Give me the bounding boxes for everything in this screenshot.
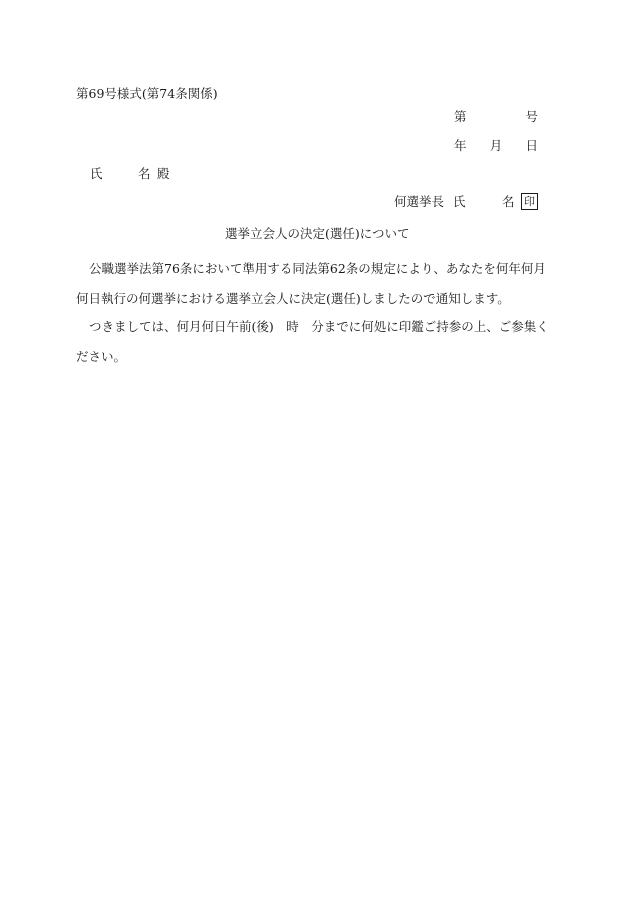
addressee-shi: 氏 (90, 166, 103, 181)
sender-mei: 名 (502, 193, 515, 209)
seal-mark: 印 (521, 193, 538, 210)
document-date (454, 138, 538, 154)
document-number (454, 109, 538, 125)
body-paragraph-1: 公職選挙法第76条において準用する同法第62条の規定により、あなたを何年何月何日執行の何選挙における選挙立会人に決定(選任)しましたので通知します。 (76, 261, 546, 306)
date-year: 年 (454, 138, 467, 153)
date-day: 日 (525, 138, 538, 153)
addressee-mei: 名 (138, 166, 151, 181)
addressee-dono: 殿 (157, 166, 170, 181)
body-paragraph-2: つきましては、何月何日午前(後) 時 分までに何処に印鑑ご持参の上、ご参集ください。 (76, 319, 549, 364)
form-number: 第69号様式(第74条関係) (76, 86, 218, 101)
sender-title: 何選挙長 (394, 193, 445, 209)
document-title: 選挙立会人の決定(選任)について (225, 226, 410, 241)
sender-shi: 氏 (453, 193, 466, 209)
addressee (90, 166, 170, 182)
doc-number-prefix: 第 (454, 109, 467, 124)
date-month: 月 (489, 138, 503, 153)
sender (394, 193, 538, 210)
doc-number-suffix: 号 (525, 109, 538, 124)
